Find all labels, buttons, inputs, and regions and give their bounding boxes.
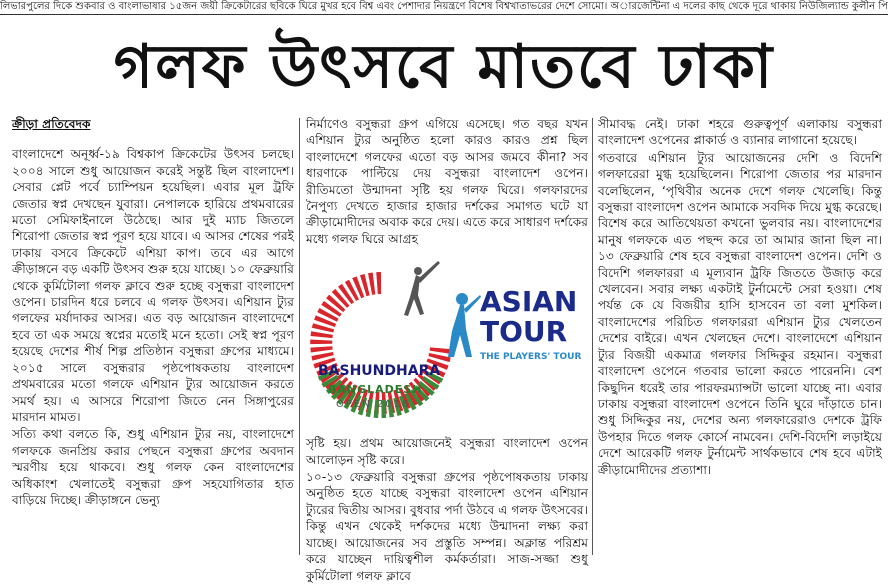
top-news-strip: লিভারপুলের দিকে শুকবার ও বাংলাভাষার ১৫জন জয়ী ক্রিকেটারের ছবিকে ঘিরে মুখর হবে বিশ্ব এবং পেশাদার নিয়ন্ত্রণে বিশেষ বিশ্বখাতাভরের দেশে সোমো। অারজেন্টিনা এ দলের কাছ থেকে দূরে থাকায় নিউজিল্যান্ড কুলীন পি <box>0 0 888 15</box>
logo-text: THE PLAYERS' TOUR <box>480 352 582 363</box>
golfer-silhouette-icon <box>442 291 482 361</box>
logo-text: ASIAN <box>480 285 578 319</box>
page-headline: গলফ উৎসবে মাতবে ঢাকা <box>113 32 775 102</box>
article-column-3 <box>598 116 882 555</box>
paragraph: সৃষ্টি হয়। প্রথম আয়োজনেই বসুন্ধরা বাংলাদেশ ওপেন আলোড়ন সৃষ্টি করে। <box>306 436 588 467</box>
paragraph: গতবারে এশিয়ান ট্যুর আয়োজনের দেশি ও বিদেশি গলফারেরা মুগ্ধ হয়েছিলেন। শিরোপা জেতার পর মারদান বলেছিলেন, ‘পৃথিবীর অনেক দেশে গলফ খেলেছি। কিন্তু বসুন্ধরা বাংলাদেশ ওপেন আমাকে সবদিক দিয়ে মুগ্ধ করেছে। বিশেষ করে আতিথেয়তা কখনো ভুলবার নয়। বাংলাদেশের মানুষ গলফকে এত পছন্দ করে তা আমার জানা ছিল না। ১৩ ফেব্রুয়ারি শেষ হবে বসুন্ধরা বাংলাদেশ ওপেন। দেশি ও বিদেশি গলফাররা এ মূল্যবান ট্রফি জিততে উজাড় করে খেলবেন। সবার লক্ষ্য একটাই টুর্নামেন্টে সেরা হওয়া। শেষ পর্যন্ত কে যে বিজয়ীর হাসি হাসবেন তা বলা মুশকিল। বাংলাদেশের পরিচিত গলফাররা এশিয়ান ট্যুর খেলতেন দেশের বাইরে। এখন খেলছেন দেশে। বাংলাদেশে এশিয়ান ট্যুর বিজয়ী একমাত্র গলফার সিদ্দিকুর রহমান। বসুন্ধরা বাংলাদেশ ওপেনে গতবার ভালো করতে পারেননি। বেশ কিছুদিন ধরেই তার পারফরম্যান্সটা ভালো যাচ্ছে না। এবার ঢাকায় বসুন্ধরা বাংলাদেশ ওপেনে তিনি ঘুরে দাঁড়াতে চান। শুধু সিদ্দিকুর নয়, দেশের অন্য গলফারেরাও দেশকে ট্রফি উপহার দিতে গলফ কোর্সে নামবেন। দেশি-বিদেশি লড়াইয়ে দেশে আরেকটি গলফ টুর্নামেন্ট সার্থকভাবে শেষ হবে এটাই ক্রীড়ামোদীদের প্রত্যাশা। <box>598 150 882 477</box>
sponsor-logos <box>306 253 588 431</box>
article-column-2 <box>306 116 588 583</box>
paragraph: নির্মাণেও বসুন্ধরা গ্রুপ এগিয়ে এসেছে। গত বছর যখন এশিয়ান ট্যুর অনুষ্ঠিত হলো কারও কারও প্রশ্ন ছিল বাংলাদেশে গলফের এতো বড় আসর জমবে কীনা? সব ধারণাকে পাল্টিয়ে দেয় বসুন্ধরা বাংলাদেশ ওপেন। রীতিমতো উন্মাদনা সৃষ্টি হয় গলফ ঘিরে। গলফারদের নৈপুণ্য দেখতে হাজার হাজার দর্শকের সমাগত ঘটে যা ক্রীড়ামোদীদের অবাক করে দেয়। এতে করে সাধারণ দর্শকের মধ্যে গলফ ঘিরে আগ্রহ <box>306 117 588 246</box>
paragraph: ১০-১৩ ফেব্রুয়ারি বসুন্ধরা গ্রুপের পৃষ্ঠপোষকতায় ঢাকায় অনুষ্ঠিত হতে যাচ্ছে বসুন্ধরা বাংলাদেশ ওপেন এশিয়ান ট্যুরের দ্বিতীয় আসর। বুধবার পর্দা উঠবে এ গলফ উৎসবের। কিন্তু এখন থেকেই দর্শকদের মধ্যে উন্মাদনা লক্ষ্য করা যাচ্ছে। আয়োজনের সব প্রস্তুতি সম্পন্ন। অক্লান্ত পরিশ্রম করে যাচ্ছেন দায়িত্বশীল কর্মকর্তারা। সাজ-সজ্জা শুধু কুর্মিটোলা গলফ ক্লাবে <box>306 470 588 583</box>
column-divider <box>592 118 593 555</box>
asian-tour-logo <box>442 287 588 377</box>
byline: ক্রীড়া প্রতিবেদক <box>12 117 91 131</box>
paragraph: বাংলাদেশে অনূর্ধ্ব-১৯ বিশ্বকাপ ক্রিকেটের উৎসব চলছে। ২০০৪ সালে শুধু আয়োজন করেই সন্তুষ্ট ছিল বাংলাদেশ। সেবার প্লেট পর্বে চ্যাম্পিয়ন হয়েছিল। এবার মূল ট্রফি জেতার স্বপ্ন দেখছেন যুবারা। নেপালকে হারিয়ে প্রথমবারের মতো সেমিফাইনালে উঠেছে। আর দুই ম্যাচ জিতলে শিরোপা জেতার স্বপ্ন পূরণ হয়ে যাবে। এ আসর শেষের পরই ঢাকায় বসবে ক্রিকেটে এশিয়া কাপ। তবে এর আগে ক্রীড়াঙ্গনে বড় একটি উৎসব শুরু হয়ে যাচ্ছে। ১০ ফেব্রুয়ারি থেকে কুর্মিটোলা গলফ ক্লাবে শুরু হচ্ছে বসুন্ধরা বাংলাদেশ ওপেন। চারদিন ধরে চলবে এ গলফ উৎসব। এশিয়ান ট্যুর গলফের মর্যাদাকর আসর। এত বড় আয়োজন বাংলাদেশে হবে তা এক সময়ে স্বপ্নের মতোই মনে হতো। সেই স্বপ্ন পূরণ হয়েছে দেশের শীর্ষ শিল্প প্রতিষ্ঠান বসুন্ধরা গ্রুপের মাধ্যমে। ২০১৫ সালে বসুন্ধরার পৃষ্ঠপোষকতায় বাংলাদেশ প্রথমবারের মতো গলফে এশিয়ান ট্যুর আয়োজন করতে সমর্থ হয়। এ আসরে শিরোপা জিতে নেন সিঙ্গাপুরের মারদান মামত। <box>12 147 294 424</box>
bashundhara-open-logo <box>306 253 456 423</box>
column-divider <box>299 118 300 555</box>
paragraph: সীমাবদ্ধ নেই। ঢাকা শহরে গুরুত্বপূর্ণ এলাকায় বসুন্ধরা বাংলাদেশ ওপেনের প্লাকার্ড ও ব্যানার লাগানো হয়েছে। <box>598 117 882 148</box>
logo-text: BANGLADESH <box>328 383 423 397</box>
logo-text: TOUR <box>480 315 568 349</box>
article-column-1 <box>12 116 294 555</box>
logo-text: OPEN 2016 <box>336 399 411 411</box>
logo-text: BASHUNDHARA <box>318 363 441 380</box>
paragraph: সত্যি কথা বলতে কি, শুধু এশিয়ান ট্যুর নয়, বাংলাদেশে গলফকে জনপ্রিয় করার পেছনে বসুন্ধরা গ্রুপের অবদান স্মরণীয় হয়ে থাকবে। শুধু গলফ কেন বাংলাদেশের অধিকাংশ খেলাতেই বসুন্ধরা গ্রুপ সহযোগিতার হাত বাড়িয়ে দিচ্ছে। ক্রীড়াঙ্গনে ভেন্যু <box>12 427 294 507</box>
